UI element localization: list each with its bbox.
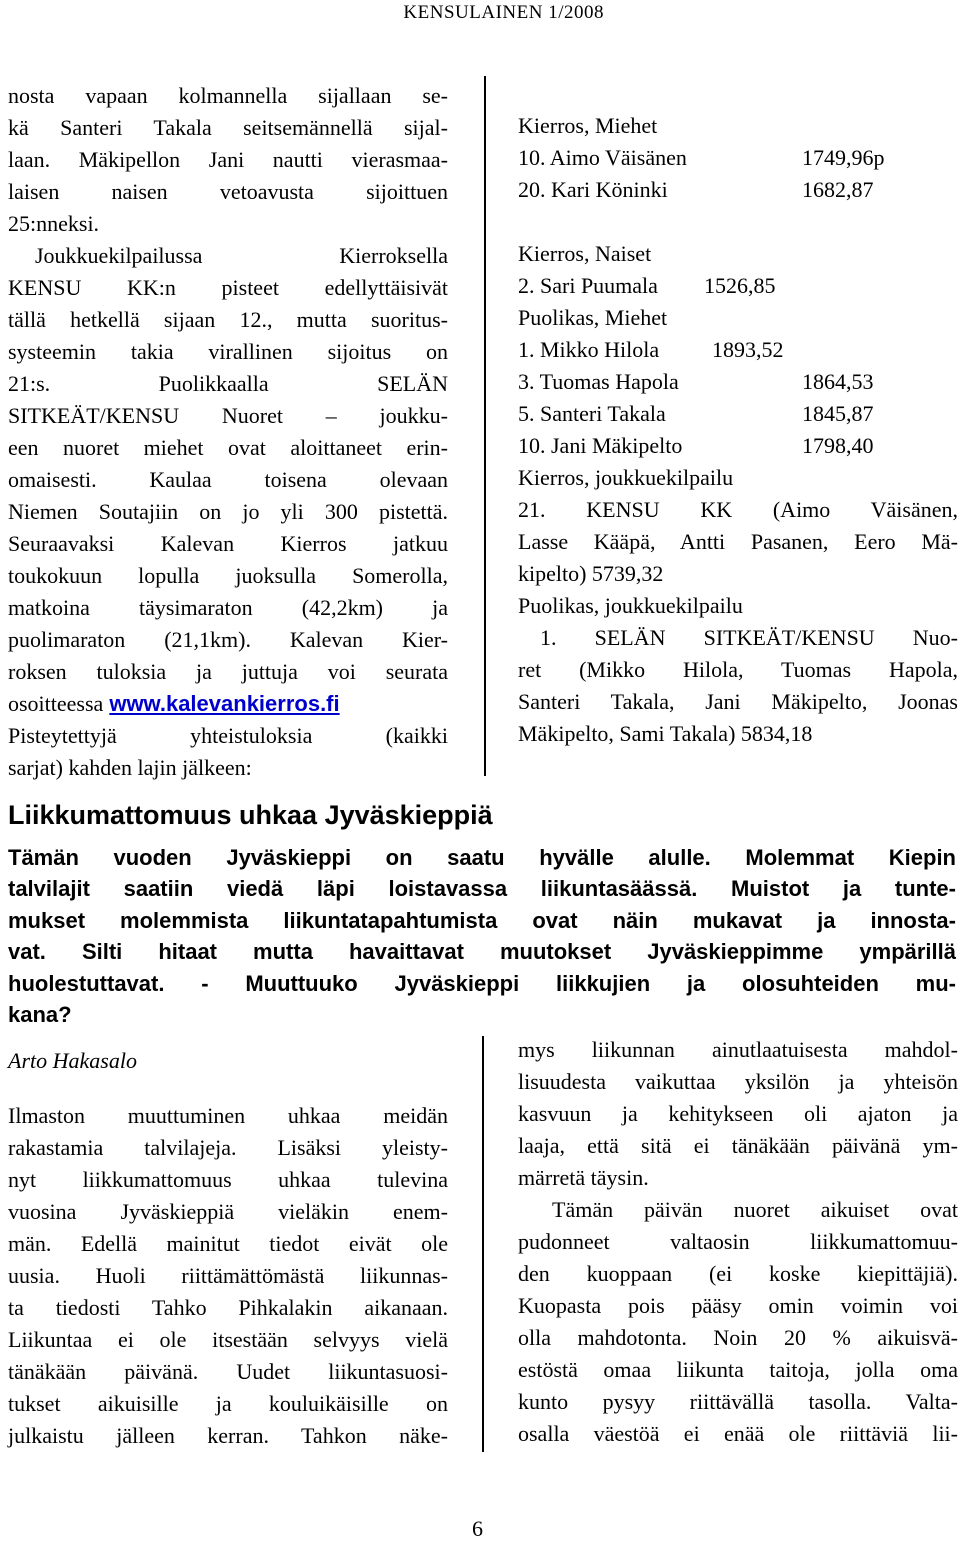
result-score: 1682,87: [802, 177, 874, 202]
result-row: [518, 270, 958, 302]
kalevankierros-link[interactable]: www.kalevankierros.fi: [109, 691, 340, 716]
running-header: KENSULAINEN 1/2008: [403, 2, 604, 23]
text-line: Seuraavaksi Kalevan Kierros jatkuu: [8, 531, 448, 556]
text-line: kunto pysyy riittävällä tasolla. Valta-: [518, 1389, 958, 1414]
link-prefix: osoitteessa: [8, 691, 104, 716]
text-line: män. Edellä mainitut tiedot eivät ole: [8, 1231, 448, 1256]
lead-line: Tämän vuoden Jyväskieppi on saatu hyvälle alulle. Molemmat Kiepin: [8, 845, 956, 870]
text-line: laan. Mäkipellon Jani nautti vierasmaa-: [8, 147, 448, 172]
column-divider: [484, 76, 486, 776]
article-headline: Liikkumattomuus uhkaa Jyväskieppiä: [8, 800, 493, 830]
text-line: SITKEÄT/KENSU Nuoret – joukku-: [8, 403, 448, 428]
result-score: 1526,85: [704, 273, 776, 298]
text-line: roksen tuloksia ja juttuja voi seurata: [8, 659, 448, 684]
spacer: [518, 206, 958, 238]
text-line: estöstä omaa liikunta taitoja, jolla oma: [518, 1357, 958, 1382]
lead-line: vat. Silti hitaat mutta havaittavat muutokset Jyväskieppimme ympärillä: [8, 939, 956, 965]
text-line: sarjat) kahden lajin jälkeen:: [8, 755, 252, 780]
text-line: 25:nneksi.: [8, 211, 100, 236]
result-place: 10. Aimo Väisänen: [518, 145, 687, 170]
text-line: Niemen Soutajiin on jo yli 300 pistettä.: [8, 499, 448, 524]
column-divider: [482, 1036, 484, 1452]
text-line: julkaistu jälleen kerran. Tahkon näke-: [8, 1423, 448, 1448]
result-row: [518, 142, 958, 174]
text-line: ret (Mikko Hilola, Tuomas Hapola,: [518, 657, 958, 682]
lead-line: huolestuttavat. - Muuttuuko Jyväskieppi liikkujien ja olosuhteiden mu-: [8, 970, 956, 996]
text-line: Santeri Takala, Jani Mäkipelto, Joonas: [518, 689, 958, 714]
result-place: 20. Kari Köninki: [518, 177, 668, 202]
result-score: 1893,52: [712, 337, 784, 362]
text-line: uusia. Huoli riittämättömästä liikunnas-: [8, 1263, 448, 1288]
text-line: olla mahdotonta. Noin 20 % aikuisvä-: [518, 1325, 958, 1350]
text-line: Mäkipelto, Sami Takala) 5834,18: [518, 721, 813, 746]
result-row: [518, 366, 958, 398]
text-line: osalla väestöä ei enää ole riittäviä lii-: [518, 1421, 958, 1446]
text-line: Ilmaston muuttuminen uhkaa meidän: [8, 1103, 448, 1128]
text-line: mys liikunnan ainutlaatuisesta mahdol-: [518, 1037, 958, 1062]
text-line: den kuoppaan (ei koske kiepittäjiä).: [518, 1261, 958, 1286]
text-line: 1. SELÄN SITKEÄT/KENSU Nuo-: [540, 625, 958, 650]
result-place: 5. Santeri Takala: [518, 401, 666, 426]
text-line: Pisteytettyjä yhteistuloksia (kaikki: [8, 723, 448, 748]
lead-line: kana?: [8, 1001, 72, 1027]
text-line: nyt liikkumattomuus uhkaa tulevina: [8, 1167, 448, 1192]
article-author: Arto Hakasalo: [8, 1048, 137, 1073]
result-place: 1. Mikko Hilola: [518, 337, 660, 362]
text-line: märretä täysin.: [518, 1165, 649, 1190]
result-row: [518, 334, 958, 366]
text-line: laisen naisen vetoavusta sijoittuen: [8, 179, 448, 204]
text-line: [8, 688, 448, 720]
text-line: rakastamia talvilajeja. Lisäksi yleisty-: [8, 1135, 448, 1160]
text-line: een nuoret miehet ovat aloittaneet erin-: [8, 435, 448, 460]
result-score: 1749,96p: [802, 145, 885, 170]
text-line: tukset aikuisille ja kouluikäisille on: [8, 1391, 448, 1416]
text-line: pudonneet valtaosin liikkumattomuu-: [518, 1229, 958, 1254]
text-line: nosta vapaan kolmannella sijallaan se-: [8, 83, 448, 108]
result-place: 2. Sari Puumala: [518, 273, 658, 298]
article-right-column: [518, 1034, 958, 1450]
text-line: toukokuun lopulla juoksulla Somerolla,: [8, 563, 448, 588]
results-heading: Kierros, Miehet: [518, 113, 658, 138]
result-row: [518, 174, 958, 206]
article-left-column: [8, 1100, 448, 1452]
article-lead: [8, 842, 956, 1030]
text-line: laaja, että sitä ei tänäkään päivänä ym-: [518, 1133, 958, 1158]
left-column: [8, 80, 448, 784]
text-line: ta tiedosti Tahko Pihkalakin aikanaan.: [8, 1295, 448, 1320]
page-number: 6: [472, 1516, 483, 1541]
result-score: 1864,53: [802, 369, 874, 394]
result-place: 3. Tuomas Hapola: [518, 369, 679, 394]
results-heading: Puolikas, joukkuekilpailu: [518, 593, 743, 618]
results-heading: Puolikas, Miehet: [518, 305, 668, 330]
results-heading: Kierros, Naiset: [518, 241, 652, 266]
lead-line: mukset molemmista liikuntatapahtumista ovat näin mukavat ja innosta-: [8, 907, 956, 933]
result-score: 1845,87: [802, 401, 874, 426]
text-line: Joukkuekilpailussa Kierroksella: [35, 243, 448, 268]
text-line: puolimaraton (21,1km). Kalevan Kier-: [8, 627, 448, 652]
text-line: lisuudesta vaikuttaa yksilön ja yhteisön: [518, 1069, 958, 1094]
text-line: kipelto) 5739,32: [518, 561, 664, 586]
result-place: 10. Jani Mäkipelto: [518, 433, 683, 458]
result-row: [518, 430, 958, 462]
text-line: Lasse Kääpä, Antti Pasanen, Eero Mä-: [518, 529, 958, 554]
text-line: matkoina täysimaraton (42,2km) ja: [8, 595, 448, 620]
results-column: [518, 110, 958, 750]
text-line: KENSU KK:n pisteet edellyttäisivät: [8, 275, 448, 300]
text-line: kasvuun ja kehitykseen oli ajaton ja: [518, 1101, 958, 1126]
text-line: 21. KENSU KK (Aimo Väisänen,: [518, 497, 958, 522]
text-line: Kuopasta pois pääsy omin voimin voi: [518, 1293, 958, 1318]
text-line: systeemin takia virallinen sijoitus on: [8, 339, 448, 364]
result-score: 1798,40: [802, 433, 874, 458]
text-line: Tämän päivän nuoret aikuiset ovat: [552, 1197, 958, 1222]
text-line: 21:s. Puolikkaalla SELÄN: [8, 371, 448, 396]
text-line: tällä hetkellä sijaan 12., mutta suoritus-: [8, 307, 448, 332]
text-line: omaisesti. Kaulaa toisena olevaan: [8, 467, 448, 492]
text-line: tänäkään päivänä. Uudet liikuntasuosi-: [8, 1359, 448, 1384]
text-line: kä Santeri Takala seitsemännellä sijal-: [8, 115, 448, 140]
text-line: vuosina Jyväskieppiä vieläkin enem-: [8, 1199, 448, 1224]
lead-line: talvilajit saatiin viedä läpi loistavassa liikuntasäässä. Muistot ja tunte-: [8, 876, 956, 902]
result-row: [518, 398, 958, 430]
results-heading: Kierros, joukkuekilpailu: [518, 465, 734, 490]
text-line: Liikuntaa ei ole itsestään selvyys vielä: [8, 1327, 448, 1352]
